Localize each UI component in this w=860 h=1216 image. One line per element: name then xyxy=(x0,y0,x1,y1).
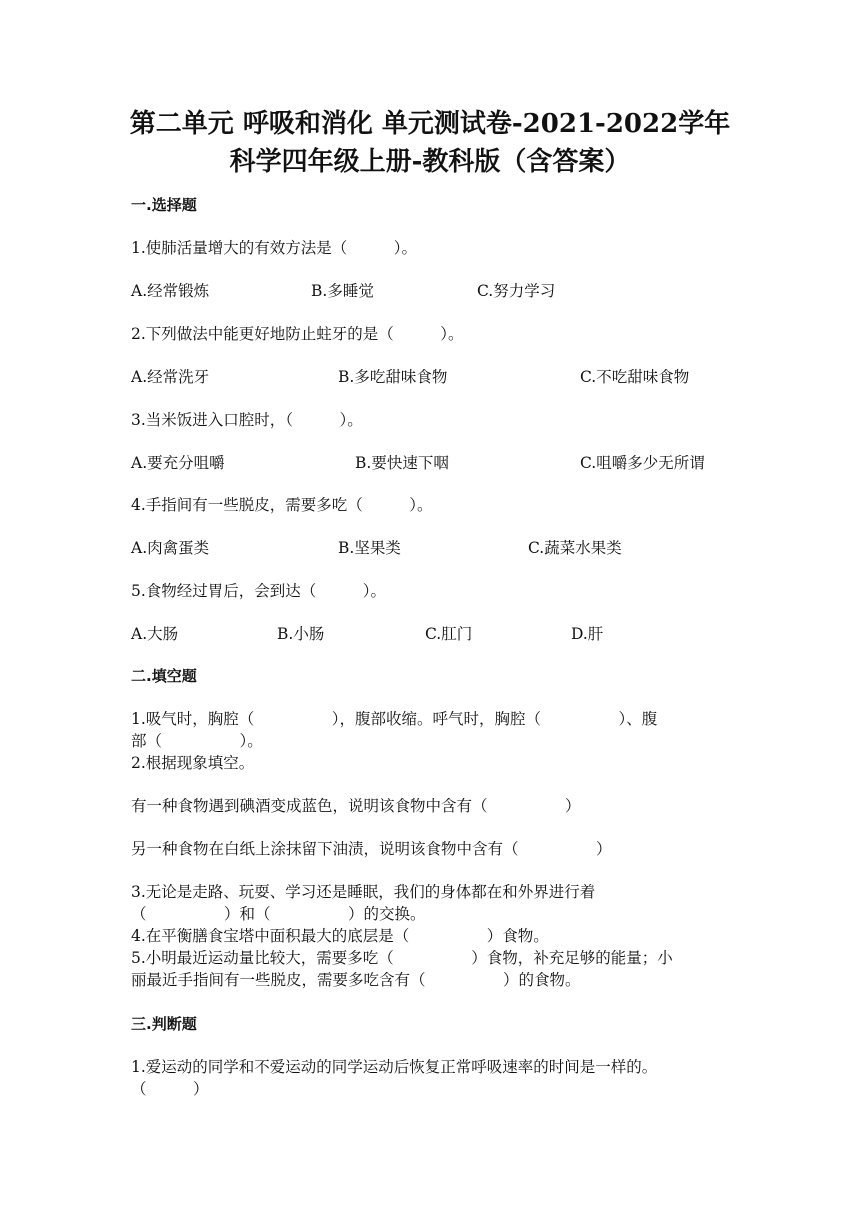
fill-question-2: 2.根据现象填空。 xyxy=(131,754,255,772)
choice-question-1: 1.使肺活量增大的有效方法是（ ）。 xyxy=(131,239,418,257)
judge-question-1-line-2: （ ） xyxy=(131,1080,209,1098)
choice-question-5: 5.食物经过胃后，会到达（ ）。 xyxy=(131,582,387,600)
document-title-line-1: 第二单元 呼吸和消化 单元测试卷-2021-2022学年 xyxy=(129,109,731,139)
choice-1-option-b: B.多睡觉 xyxy=(311,282,374,300)
judge-question-1-line-1: 1.爱运动的同学和不爱运动的同学运动后恢复正常呼吸速率的时间是一样的。 xyxy=(131,1058,658,1076)
choice-3-option-c: C.咀嚼多少无所谓 xyxy=(580,454,705,472)
choice-question-2: 2.下列做法中能更好地防止蛀牙的是（ ）。 xyxy=(131,325,464,343)
choice-3-option-b: B.要快速下咽 xyxy=(355,454,449,472)
fill-question-2-part-b: 另一种食物在白纸上涂抹留下油渍，说明该食物中含有（ ） xyxy=(131,840,612,858)
choice-2-option-a: A.经常洗牙 xyxy=(131,368,210,386)
document-title-line-2: 科学四年级上册-教科版（含答案） xyxy=(229,147,631,177)
choice-1-option-c: C.努力学习 xyxy=(477,282,556,300)
choice-question-4: 4.手指间有一些脱皮，需要多吃（ ）。 xyxy=(131,496,433,514)
fill-question-5-line-1: 5.小明最近运动量比较大，需要多吃（ ）食物，补充足够的能量；小 xyxy=(131,949,673,967)
section-heading-fill-in: 二.填空题 xyxy=(131,667,197,685)
choice-5-option-d: D.肝 xyxy=(571,625,604,643)
fill-question-3-line-1: 3.无论是走路、玩耍、学习还是睡眠，我们的身体都在和外界进行着 xyxy=(131,883,596,901)
fill-question-4: 4.在平衡膳食宝塔中面积最大的底层是（ ）食物。 xyxy=(131,927,549,945)
fill-question-1-line-2: 部（ ）。 xyxy=(131,732,263,750)
choice-3-option-a: A.要充分咀嚼 xyxy=(131,454,225,472)
choice-2-option-c: C.不吃甜味食物 xyxy=(580,368,690,386)
choice-4-option-c: C.蔬菜水果类 xyxy=(528,539,622,557)
choice-5-option-c: C.肛门 xyxy=(425,625,473,643)
choice-5-option-b: B.小肠 xyxy=(277,625,325,643)
fill-question-1-line-1: 1.吸气时，胸腔（ ），腹部收缩。呼气时，胸腔（ ）、腹 xyxy=(131,710,658,728)
fill-question-3-line-2: （ ）和（ ）的交换。 xyxy=(131,905,426,923)
choice-4-option-b: B.坚果类 xyxy=(338,539,401,557)
choice-2-option-b: B.多吃甜味食物 xyxy=(338,368,448,386)
choice-1-option-a: A.经常锻炼 xyxy=(131,282,210,300)
fill-question-2-part-a: 有一种食物遇到碘酒变成蓝色，说明该食物中含有（ ） xyxy=(131,797,581,815)
choice-5-option-a: A.大肠 xyxy=(131,625,179,643)
choice-4-option-a: A.肉禽蛋类 xyxy=(131,539,210,557)
section-heading-choice: 一.选择题 xyxy=(131,196,197,214)
section-heading-true-false: 三.判断题 xyxy=(131,1015,197,1033)
choice-question-3: 3.当米饭进入口腔时，（ ）。 xyxy=(131,411,363,429)
fill-question-5-line-2: 丽最近手指间有一些脱皮，需要多吃含有（ ）的食物。 xyxy=(131,971,581,989)
